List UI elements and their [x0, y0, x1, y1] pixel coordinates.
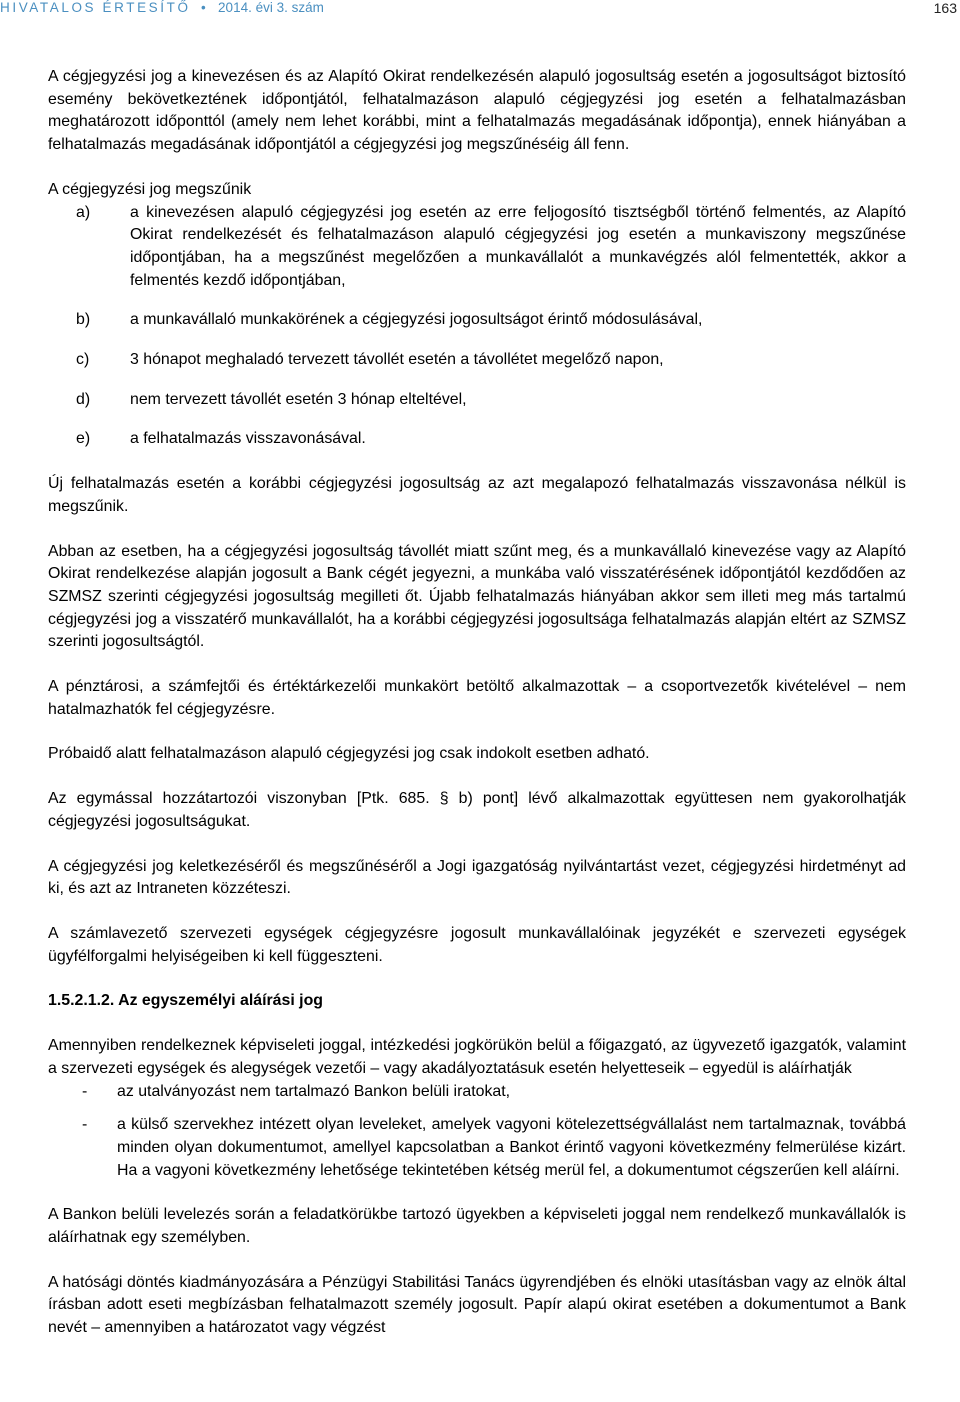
- list-item: [48, 202, 906, 293]
- page-header: [0, 0, 960, 18]
- running-header: [0, 0, 324, 15]
- list-item-label: d): [76, 390, 91, 408]
- paragraph-registry: A cégjegyzési jog keletkezéséről és megszűnéséről a Jogi igazgatóság nyilvántartást vezet, cégjegyzési hirdetményt ad ki, és azt az Intraneten közzéteszi.: [48, 857, 906, 898]
- header-bullet: •: [200, 0, 206, 15]
- list-item-dash: -: [82, 1116, 88, 1134]
- list-item-text: a munkavállaló munkakörének a cégjegyzési jogosultságot érintő módosulásával,: [130, 311, 703, 329]
- list-item-label: b): [76, 311, 91, 329]
- list-item: [48, 309, 906, 332]
- list-item-label: c): [76, 351, 90, 369]
- list-item-text: az utalványozást nem tartalmazó Bankon belüli iratokat,: [117, 1082, 511, 1100]
- paragraph-signing-rights: Amennyiben rendelkeznek képviseleti joggal, intézkedési jogkörükön belül a főigazgató, az ügyvezető igazgatók, valamint a szervezeti egységek és alegységek vezetői – vagy akadályoztatásuk esetén helyetteseik – egyedül is aláírhatják: [48, 1037, 906, 1077]
- list-item: [48, 428, 906, 451]
- paragraph-absence: Abban az esetben, ha a cégjegyzési jogosultság távollét miatt szűnt meg, és a munkavállaló kinevezése vagy az Alapító Okirat rendelkezése alapján jogosult a Bank cégét jegyezni, a munkába való visszatérésének időpontjától kezdődően az SZMSZ szerinti cégjegyzési jogosultság megilleti őt. Újabb felhatalmazás hiányában akkor sem illeti meg más tartalmú cégjegyzési jog a visszatérő munkavállalót, ha a korábbi cégjegyzési jogosultsága felhatalmazás alapján eltért az SZMSZ szerinti jogosultságtól.: [48, 542, 906, 651]
- paragraph-internal-mail: A Bankon belüli levelezés során a feladatkörükbe tartozó ügyekben a képviseleti joggal nem rendelkező munkavállalók is aláírhatnak egy személyben.: [48, 1206, 906, 1247]
- paragraph-termination-intro: A cégjegyzési jog megszűnik: [48, 180, 252, 198]
- list-item-label: e): [76, 430, 91, 448]
- list-item-text: nem tervezett távollét esetén 3 hónap elteltével,: [130, 390, 467, 408]
- list-item-text: a felhatalmazás visszavonásával.: [130, 430, 366, 448]
- paragraph-list-posting: A számlavezető szervezeti egységek cégjegyzésre jogosult munkavállalóinak jegyzékét e szervezeti egységek ügyfélforgalmi helyiségeiben ki kell függeszteni.: [48, 924, 906, 965]
- page-number: 163: [933, 0, 957, 16]
- list-item: [48, 389, 906, 412]
- list-item-label: a): [76, 203, 91, 221]
- list-item: [48, 1114, 906, 1182]
- list-item-text: a kinevezésen alapuló cégjegyzési jog esetén az erre feljogosító tisztségből történő felmentés, az Alapító Okirat rendelkezését és felhatalmazáson alapuló cégjegyzési jog esetén a munkaviszony megszűnése időpontjában, ha a megszűnést megelőzően a munkavállalót a munkavégzés alól felmentették, akkor a felmentés kezdő időpontjában,: [130, 203, 906, 289]
- document-body: [48, 66, 906, 1340]
- paragraph-official-decision: A hatósági döntés kiadmányozására a Pénzügyi Stabilitási Tanács ügyrendjében és elnöki utasításban vagy az elnök által írásban adott eseti megbízásban felhatalmazott személy jogosult. Papír alapú okirat esetében a dokumentumot a Bank nevét – amennyiben a határozatot vagy végzést: [48, 1273, 906, 1337]
- signing-list: [48, 1081, 906, 1183]
- list-item: [48, 1081, 906, 1104]
- paragraph-validity: A cégjegyzési jog a kinevezésen és az Alapító Okirat rendelkezésén alapuló jogosultság esetén a jogosultságot biztosító esemény bekövetkeztének időpontjától, felhatalmazáson alapuló cégjegyzési jog esetén a felhatalmazásban meghatározott időponttól (amely nem lehet korábbi, mint a felhatalmazás megadásának időpontja), ennek hiányában a felhatalmazás megadásának időpontjától a cégjegyzési jog megszűnéséig áll fenn.: [48, 68, 906, 154]
- section-heading: 1.5.2.1.2. Az egyszemélyi aláírási jog: [48, 992, 323, 1010]
- issue-label: 2014. évi 3. szám: [218, 0, 324, 15]
- paragraph-new-authorization: Új felhatalmazás esetén a korábbi cégjegyzési jogosultság az azt megalapozó felhatalmazás visszavonása nélkül is megszűnik.: [48, 475, 906, 515]
- paragraph-relatives: Az egymással hozzátartozói viszonyban [Ptk. 685. § b) pont] lévő alkalmazottak együttesen nem gyakorolhatják cégjegyzési jogosultságukat.: [48, 790, 906, 830]
- paragraph-cashiers: A pénztárosi, a számfejtői és értéktárkezelői munkakört betöltő alkalmazottak – a csoportvezetők kivételével – nem hatalmazhatók fel cégjegyzésre.: [48, 678, 906, 718]
- publication-title: HIVATALOS ÉRTESÍTŐ: [0, 0, 191, 15]
- termination-list: [48, 202, 906, 452]
- list-item: [48, 349, 906, 372]
- paragraph-probation: Próbaidő alatt felhatalmazáson alapuló cégjegyzési jog csak indokolt esetben adható.: [48, 745, 650, 763]
- list-item-text: a külső szervekhez intézett olyan leveleket, amelyek vagyoni kötelezettségvállalást nem tartalmaznak, továbbá minden olyan dokumentumot, amellyel kapcsolatban a Bankot érintő vagyoni következmény felmerülése kizárt. Ha a vagyoni következmény lehetősége tekintetében kétség merül fel, a dokumentumot cégszerűen kell aláírni.: [117, 1116, 906, 1179]
- list-item-text: 3 hónapot meghaladó tervezett távollét esetén a távollétet megelőző napon,: [130, 351, 664, 369]
- list-item-dash: -: [82, 1082, 88, 1100]
